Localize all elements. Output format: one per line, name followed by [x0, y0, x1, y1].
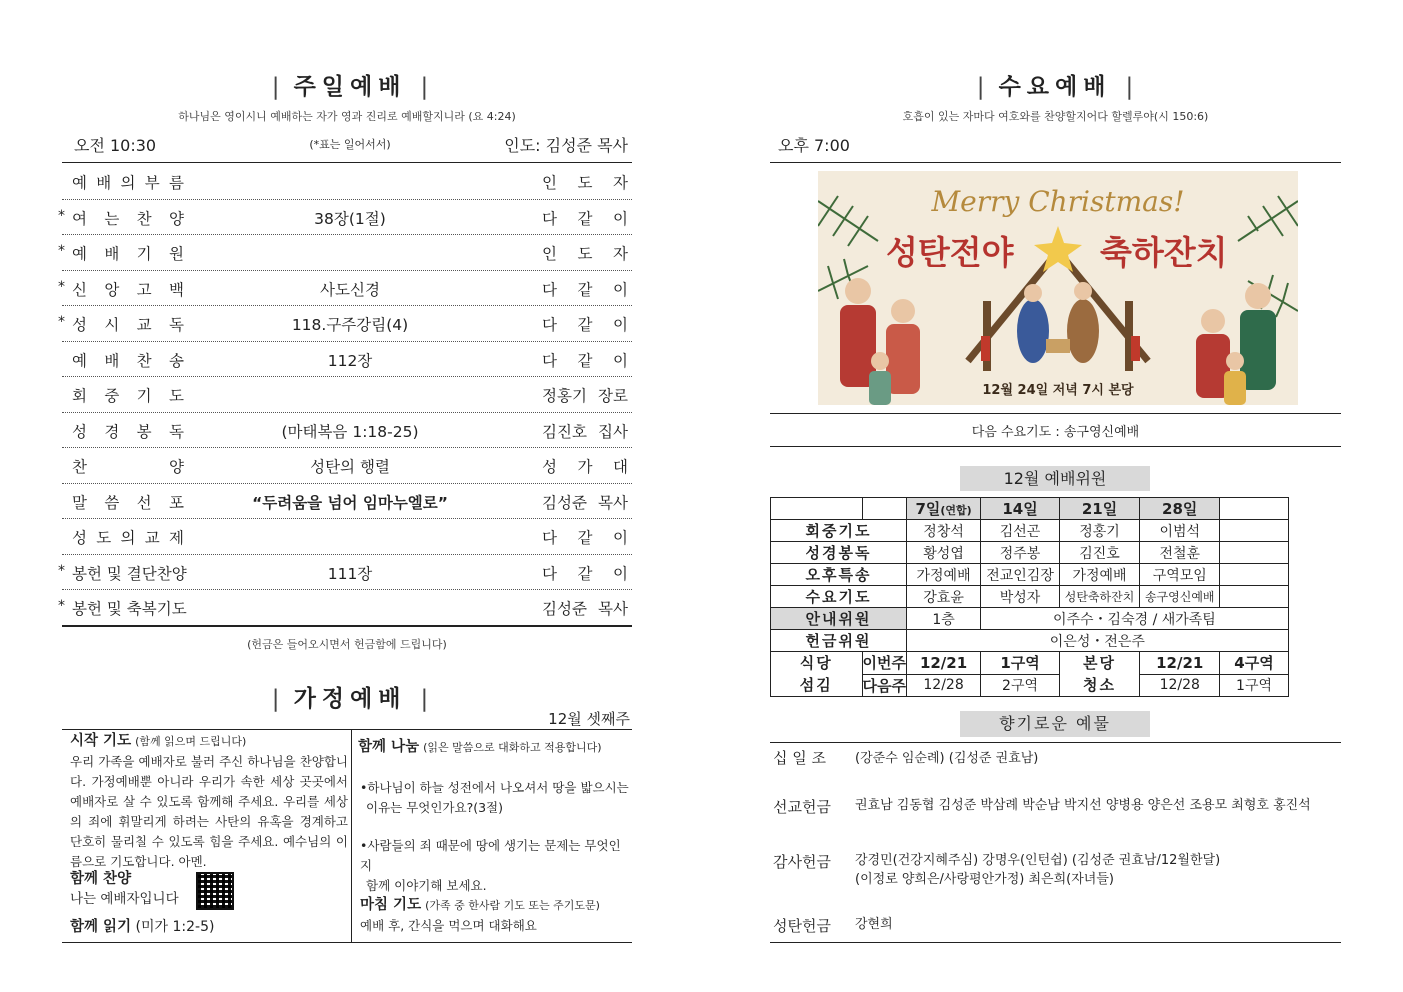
worship-item-leader: 다 같 이 [542, 280, 628, 299]
closing-title: 마침 기도 [360, 897, 422, 913]
worship-item [58, 589, 632, 624]
duty-cell-empty [1220, 520, 1288, 542]
share-q1-line2: 이유는 무엇인가요?(3절) [366, 800, 503, 815]
worship-item-leader: 다 같 이 [542, 209, 628, 228]
christmas-offering-label: 성탄헌금 [773, 917, 831, 935]
start-prayer-title: 시작 기도 [70, 733, 132, 749]
offering-note: (헌금은 들어오시면서 헌금함에 드립니다) [247, 638, 447, 651]
worship-item-content: (마태복음 1:18-25) [281, 422, 419, 441]
thanks-names [855, 851, 1220, 889]
worship-item [62, 412, 632, 447]
start-prayer-note: (함께 읽으며 드립니다) [135, 735, 247, 748]
offering-committee-names: 이은성・전은주 [907, 630, 1289, 652]
worship-item-name: 여 는 찬 양 [72, 209, 184, 228]
duty-cell: 강효윤 [907, 586, 981, 608]
worship-item [58, 554, 632, 589]
worship-item-name: 예 배 의 부 름 [72, 174, 184, 192]
banner-subtitle: 12월 24일 저녁 7시 본당 [982, 383, 1134, 398]
worship-item-name: 성 도 의 교 제 [72, 529, 184, 547]
worship-item-name: 성 경 봉 독 [72, 422, 184, 441]
duty-cell: 전철훈 [1140, 542, 1220, 564]
worship-item-leader: 인 도 자 [542, 245, 628, 263]
thanks-label: 감사헌금 [773, 853, 831, 871]
worship-item [62, 163, 632, 198]
guide-names: 이주수・김숙경 / 새가족팀 [981, 608, 1289, 630]
worship-item-leader: 다 같 이 [542, 351, 628, 370]
offering-committee-label: 헌금위원 [771, 630, 907, 652]
worship-item [58, 270, 632, 305]
worship-item-name: 봉헌 및 축복기도 [72, 600, 187, 618]
start-prayer-text: 우리 가족을 예배자로 불러 주신 하나님을 찬양합니다. 가정예배뿐 아니라 우리가 속한 세상 곳곳에서 예배자로 살 수 있도록 함께해 주세요. 우리를 세상의 죄에 휘말리게 하려는 사탄의 유혹을 경계하고 단호히 물리칠 수 있도록 힘을 주세요. 예수님의 이름으로 기도합니다. 아멘. [70, 754, 348, 869]
sunday-time: 오전 10:30 [74, 136, 157, 155]
worship-item-leader: 정홍기 장로 [542, 387, 628, 405]
banner-script: Merry Christmas! [931, 185, 1185, 218]
duty-cell: 정홍기 [1059, 520, 1139, 542]
worship-item-name: 봉헌 및 결단찬양 [72, 564, 187, 583]
date-3: 21일 [1059, 498, 1139, 520]
standing-mark: * [58, 207, 65, 224]
worship-item-name: 회 중 기 도 [72, 387, 184, 405]
duty-cell: 송구영신예배 [1140, 586, 1220, 608]
duty-cell: 성탄축하잔치 [1059, 586, 1139, 608]
worship-item-name: 찬 양 [72, 458, 184, 476]
banner-title-right: 축하잔치 [1100, 233, 1228, 272]
worship-item-name: 예 배 찬 송 [72, 351, 184, 370]
reading-ref: (미가 1:2-5) [135, 919, 215, 935]
worship-item [58, 305, 632, 340]
reading [70, 917, 340, 937]
duty-role-label: 회중기도 [771, 520, 907, 542]
worship-item-leader: 다 같 이 [542, 316, 628, 334]
duty-role-label: 수요기도 [771, 586, 907, 608]
thanks-line-1: 강경민(건강지혜주심) 강명우(인턴쉽) (김성준 권효남/12월한달) [855, 853, 1221, 868]
wednesday-time: 오후 7:00 [778, 136, 850, 155]
worship-item-name: 신 앙 고 백 [72, 280, 184, 299]
praise-song: 나는 예배자입니다 [70, 891, 179, 907]
worship-item [62, 447, 632, 482]
duty-cell-empty [1220, 564, 1288, 586]
duty-title: 12월 예배위원 [960, 466, 1150, 491]
wednesday-title: | 수요예배 | [976, 74, 1134, 100]
worship-item-leader: 김성준 목사 [542, 600, 628, 618]
meal-next-group: 2구역 [981, 674, 1060, 697]
worship-item-content: 111장 [327, 564, 373, 583]
worship-item-content: 사도신경 [320, 280, 380, 299]
worship-item-leader: 김진호 집사 [542, 422, 628, 441]
christmas-banner [818, 171, 1298, 405]
worship-item-name: 예 배 기 원 [72, 245, 184, 263]
clean-this-date: 12/21 [1140, 652, 1220, 675]
closing-text: 예배 후, 간식을 먹으며 대화해요 [360, 918, 537, 933]
share-title: 함께 나눔 [358, 739, 420, 755]
standing-mark: * [58, 562, 65, 579]
qr-code-icon [196, 872, 234, 910]
date-2: 14일 [981, 498, 1060, 520]
next-week-label: 다음주 [862, 674, 906, 697]
worship-item [62, 376, 632, 411]
banner-title-left: 성탄전야 [886, 233, 1014, 272]
family-title: | 가정예배 | [271, 686, 429, 712]
worship-item-leader: 성 가 대 [542, 458, 628, 476]
standing-mark: * [58, 243, 65, 259]
mission-label: 선교헌금 [773, 798, 831, 816]
closing-prayer [360, 895, 632, 936]
duty-cell: 가정예배 [907, 564, 981, 586]
tithe-names: (강준수 임순례) (김성준 권효남) [855, 751, 1039, 766]
duty-table [770, 497, 1341, 697]
clean-next-group: 1구역 [1220, 674, 1288, 697]
share-q2-line2: 함께 이야기해 보세요. [366, 878, 487, 893]
duty-cell: 황성엽 [907, 542, 981, 564]
standing-mark: * [58, 314, 65, 330]
start-prayer [70, 731, 348, 872]
standing-mark: * [58, 278, 65, 295]
worship-item-name: 말 씀 선 포 [72, 493, 184, 512]
offerings-title: 향기로운 예물 [960, 711, 1150, 737]
worship-item [58, 234, 632, 269]
worship-item [62, 341, 632, 376]
meal-this-group: 1구역 [981, 652, 1060, 675]
duty-cell: 박성자 [981, 586, 1060, 608]
duty-role-label: 성경봉독 [771, 542, 907, 564]
worship-item-leader: 다 같 이 [542, 529, 628, 547]
christmas-offering-names: 강현희 [855, 917, 893, 932]
date-1: 7일(연합) [907, 498, 981, 520]
tithe-label: 십 일 조 [773, 749, 827, 767]
duty-cell: 김진호 [1059, 542, 1139, 564]
duty-cell: 가정예배 [1059, 564, 1139, 586]
worship-item-leader: 다 같 이 [542, 564, 628, 583]
share-q1-line1: •하나님이 하늘 성전에서 나오셔서 땅을 밟으시는 [360, 780, 629, 795]
meal-label: 식당 섬김 [771, 652, 863, 697]
reading-title: 함께 읽기 [70, 919, 132, 935]
meal-this-date: 12/21 [907, 652, 981, 675]
worship-item-leader: 김성준 목사 [542, 493, 628, 512]
worship-item-content: 118.구주강림(4) [291, 316, 409, 334]
share-question-2 [360, 836, 632, 896]
meal-next-date: 12/28 [907, 674, 981, 697]
standing-note: (*표는 일어서서) [309, 138, 391, 151]
next-wednesday-prayer: 다음 수요기도 : 송구영신예배 [971, 425, 1140, 440]
duty-cell-empty [1220, 542, 1288, 564]
duty-cell: 김선곤 [981, 520, 1060, 542]
duty-cell: 정창석 [907, 520, 981, 542]
mission-names: 권효남 김동협 김성준 박삼례 박순남 박지선 양병용 양은선 조용모 최형호 홍진석 [855, 798, 1311, 813]
this-week-label: 이번주 [862, 652, 906, 675]
praise [70, 869, 270, 909]
standing-mark: * [58, 598, 65, 614]
wednesday-verse: 호흡이 있는 자마다 여호와를 찬양할지어다 할렐루야(시 150:6) [902, 110, 1209, 123]
sunday-verse: 하나님은 영이시니 예배하는 자가 영과 진리로 예배할지니라 (요 4:24) [178, 110, 516, 123]
share-note: (읽은 말씀으로 대화하고 적용합니다) [423, 741, 602, 754]
family-week: 12월 셋째주 [548, 710, 630, 728]
duty-cell: 이범석 [1140, 520, 1220, 542]
share-question-1 [360, 778, 632, 818]
share [358, 737, 630, 758]
worship-item-content: 성탄의 행렬 [310, 458, 390, 476]
worship-item-leader: 인 도 자 [542, 174, 628, 192]
date-4: 28일 [1140, 498, 1220, 520]
worship-item-content: “두려움을 넘어 임마누엘로” [252, 493, 448, 512]
clean-label: 본당 청소 [1059, 652, 1139, 697]
worship-item-content: 112장 [327, 351, 373, 370]
clean-this-group: 4구역 [1220, 652, 1288, 675]
worship-item [62, 483, 632, 518]
duty-cell: 정주봉 [981, 542, 1060, 564]
sunday-title: | 주일예배 | [271, 74, 429, 100]
sunday-leader: 인도: 김성준 목사 [504, 136, 628, 155]
share-q2-line1: •사람들의 죄 때문에 땅에 생기는 문제는 무엇인지 [360, 838, 621, 873]
clean-next-date: 12/28 [1140, 674, 1220, 697]
guide-label: 안내위원 [771, 608, 907, 630]
duty-cell-empty [1220, 586, 1288, 608]
thanks-line-2: (이정로 양희은/사랑평안가정) 최은희(자녀들) [855, 872, 1114, 887]
guide-floor: 1층 [907, 608, 981, 630]
worship-item-content: 38장(1절) [314, 209, 386, 228]
worship-item [58, 199, 632, 234]
worship-item-name: 성 시 교 독 [72, 316, 184, 334]
closing-note: (가족 중 한사람 기도 또는 주기도문) [425, 899, 600, 912]
praise-title: 함께 찬양 [70, 871, 132, 887]
duty-cell: 전교인김장 [981, 564, 1060, 586]
duty-cell: 구역모임 [1140, 564, 1220, 586]
duty-role-label: 오후특송 [771, 564, 907, 586]
worship-item [62, 518, 632, 553]
